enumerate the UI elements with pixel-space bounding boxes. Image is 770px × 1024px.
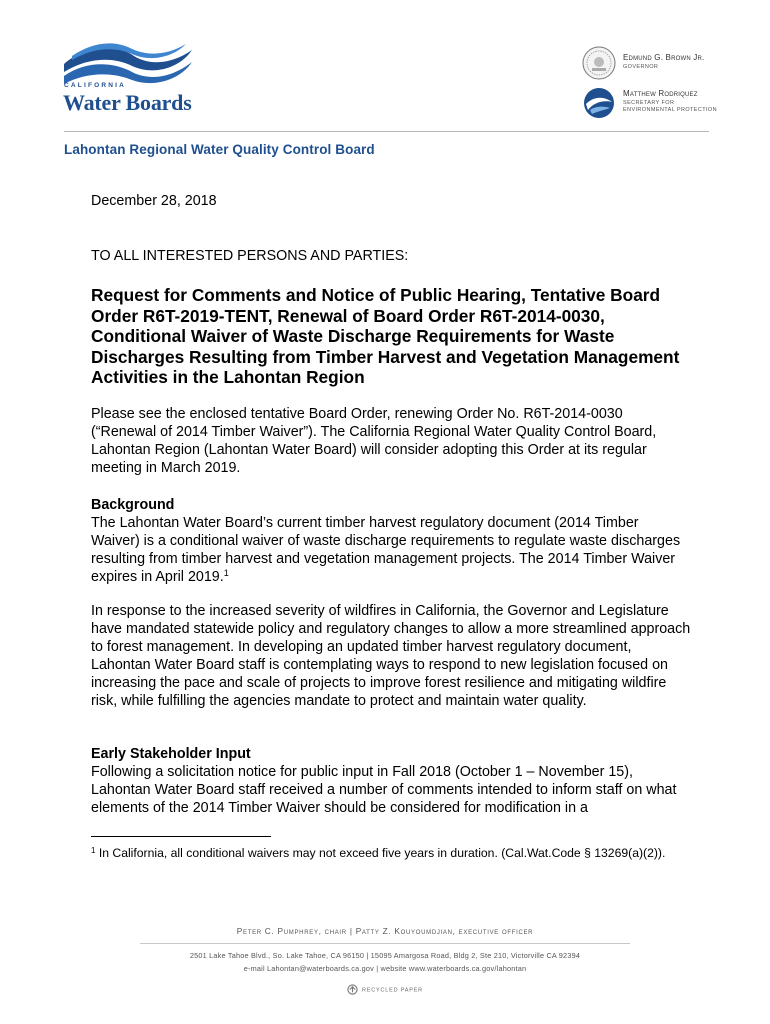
header-divider bbox=[64, 131, 709, 132]
secretary-name: Matthew Rodriquez bbox=[623, 89, 698, 98]
heading-background: Background bbox=[91, 497, 175, 513]
recycled-paper-mark bbox=[0, 984, 770, 997]
paragraph-stakeholder-input: Following a solicitation notice for public input in Fall 2018 (October 1 – November 15), Lahontan Water Board staff received a number of comments intended to inform staff on what elements of the 2014 Timber Waiver should be considered for modification in a bbox=[91, 764, 677, 816]
paragraph-intro: Please see the enclosed tentative Board Order, renewing Order No. R6T-2014-0030 (“Renewal of 2014 Timber Waiver”). The California Regional Water Quality Control Board, Lahontan Region (Lahontan Water Board) will consider adopting this Order at its regular meeting in March 2019. bbox=[91, 406, 657, 476]
brand-state-label: CALIFORNIA bbox=[64, 82, 127, 89]
letter-date: December 28, 2018 bbox=[91, 193, 217, 209]
paragraph-background-text: The Lahontan Water Board’s current timber harvest regulatory document (2014 Timber Waiver) is a conditional waiver of waste discharge requirements to regulate waste discharges resulting from timber harvest and vegetation management projects. The 2014 Timber Waiver expires in April 2019. bbox=[91, 515, 681, 585]
calepa-logo-icon bbox=[582, 86, 616, 120]
governor-title: GOVERNOR bbox=[623, 64, 659, 70]
secretary-title-line-1: SECRETARY FOR bbox=[623, 100, 675, 106]
governor-name: Edmund G. Brown Jr. bbox=[623, 53, 705, 62]
footnote bbox=[91, 845, 691, 861]
footnote-text: In California, all conditional waivers may not exceed five years in duration. (Cal.Wat.Code § 13269(a)(2)). bbox=[98, 846, 666, 860]
recycle-icon bbox=[347, 984, 358, 997]
letter-title: Request for Comments and Notice of Public Hearing, Tentative Board Order R6T-2019-TENT, Renewal of Board Order R6T-2014-0030, Conditional Waiver of Waste Discharge Requirements for Waste Discharges Resulting from Timber Harvest and Vegetation Management Activities in the Lahontan Region bbox=[91, 285, 680, 388]
footer-divider bbox=[140, 943, 630, 944]
board-name: Lahontan Regional Water Quality Control Board bbox=[64, 142, 375, 157]
footer-contact: e-mail Lahontan@waterboards.ca.gov | website www.waterboards.ca.gov/lahontan bbox=[243, 964, 527, 973]
footer-officers: Peter C. Pumphrey, chair | Patty Z. Kouyoumdjian, executive officer bbox=[236, 926, 534, 936]
letter-salutation: TO ALL INTERESTED PERSONS AND PARTIES: bbox=[91, 248, 409, 264]
paragraph-wildfire-response: In response to the increased severity of wildfires in California, the Governor and Legislature have mandated statewide policy and regulatory changes to allow a more streamlined approach to forest management. In developing an updated timber harvest regulatory document, Lahontan Water Board staff is contemplating ways to respond to new legislation focused on increasing the pace and scale of projects to improve forest resilience and mitigating wildfire risk, while fulfilling the agencies mandate to protect and maintain water quality. bbox=[91, 603, 691, 709]
footnote-reference[interactable]: 1 bbox=[223, 568, 229, 578]
footnote-number: 1 bbox=[91, 846, 96, 855]
footer-address: 2501 Lake Tahoe Blvd., So. Lake Tahoe, CA 96150 | 15095 Amargosa Road, Bldg 2, Ste 210, Victorville CA 92394 bbox=[189, 951, 581, 960]
state-seal-icon bbox=[582, 46, 616, 80]
brand-name: Water Boards bbox=[63, 90, 192, 115]
recycled-paper-label: RECYCLED PAPER bbox=[362, 987, 423, 994]
heading-early-stakeholder-input: Early Stakeholder Input bbox=[91, 746, 251, 762]
paragraph-background bbox=[91, 514, 691, 586]
secretary-title-line-2: ENVIRONMENTAL PROTECTION bbox=[623, 107, 717, 113]
footnote-divider bbox=[91, 836, 271, 837]
